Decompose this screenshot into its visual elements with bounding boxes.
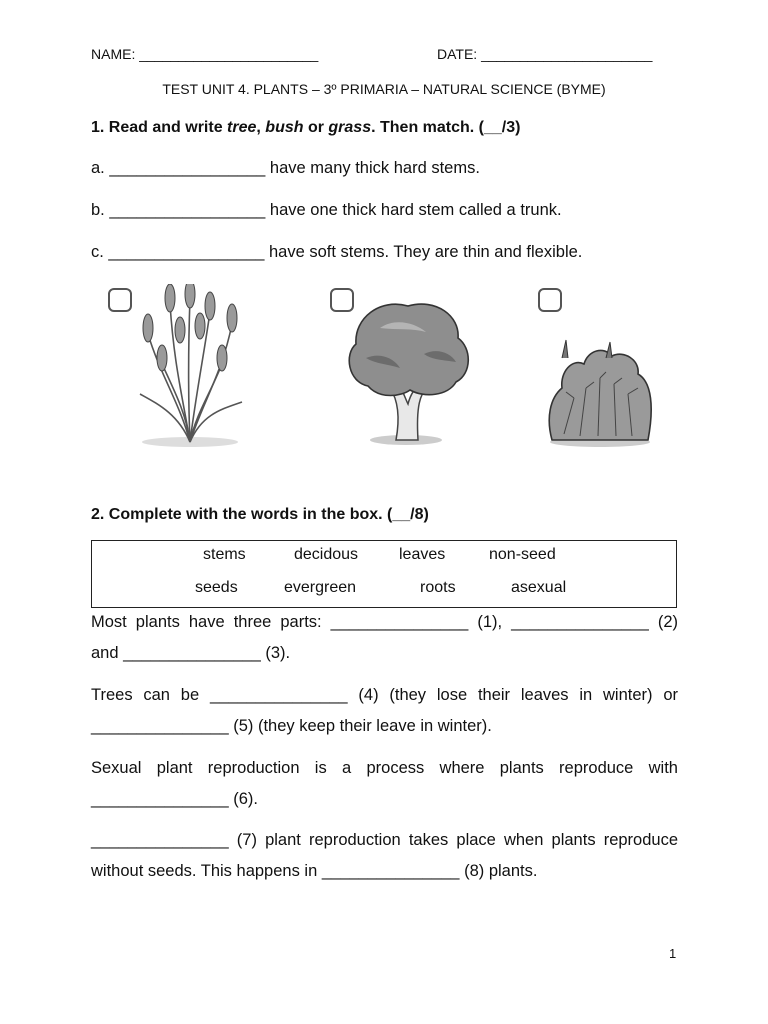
page-title: TEST UNIT 4. PLANTS – 3º PRIMARIA – NATURAL SCIENCE (BYME)	[162, 81, 606, 97]
word-box-item: seeds	[195, 579, 238, 596]
tree-illustration	[340, 288, 476, 448]
word-box	[91, 540, 677, 608]
match-checkbox-bush[interactable]	[538, 288, 562, 312]
q1-word-grass: grass	[328, 119, 372, 136]
word-box-item: non-seed	[489, 546, 556, 563]
q2-paragraph-3[interactable]	[91, 753, 678, 815]
q1-item-b[interactable]: b. _________________ have one thick hard stem called a trunk.	[91, 201, 562, 219]
q2-p4-line-1: _______________ (7) plant reproduction takes place when plants reproduce	[91, 831, 678, 849]
q1-item-c[interactable]: c. _________________ have soft stems. They are thin and flexible.	[91, 243, 583, 261]
q2-paragraph-1[interactable]	[91, 607, 678, 669]
plant-pictures	[100, 282, 680, 460]
q1-separator: ,	[256, 119, 266, 136]
match-checkbox-grass[interactable]	[108, 288, 132, 312]
q1-item-a[interactable]: a. _________________ have many thick hard stems.	[91, 159, 480, 177]
page-number: 1	[669, 946, 677, 961]
q2-p3-line-2: _______________ (6).	[91, 790, 258, 808]
q2-p1-line-1: Most plants have three parts: _______________ (1), _______________ (2)	[91, 613, 678, 631]
word-box-item: evergreen	[284, 579, 357, 596]
grass-illustration	[130, 284, 250, 448]
q2-p1-line-2: and _______________ (3).	[91, 644, 291, 662]
question-1-heading	[91, 119, 520, 137]
question-2-heading: 2. Complete with the words in the box. (__/8)	[91, 506, 429, 523]
q1-separator: or	[303, 119, 329, 136]
date-field[interactable]: DATE: ______________________	[437, 46, 653, 62]
word-box-item: leaves	[399, 546, 446, 563]
q1-word-bush: bush	[265, 119, 304, 136]
word-box-item: roots	[420, 579, 456, 596]
q1-heading-text: 1. Read and write	[91, 119, 228, 136]
word-box-item: asexual	[511, 579, 567, 596]
word-box-item: decidous	[294, 546, 359, 563]
q2-paragraph-4[interactable]	[91, 825, 678, 887]
q2-p3-line-1: Sexual plant reproduction is a process where plants reproduce with	[91, 759, 678, 777]
name-field[interactable]: NAME: _______________________	[91, 46, 319, 62]
q2-p2-line-2: _______________ (5) (they keep their leave in winter).	[91, 717, 492, 735]
q1-word-tree: tree	[227, 119, 257, 136]
q2-p4-line-2: without seeds. This happens in _______________ (8) plants.	[91, 862, 538, 880]
q2-paragraph-2[interactable]	[91, 680, 678, 742]
q2-p2-line-1: Trees can be _______________ (4) (they lose their leaves in winter) or	[91, 686, 678, 704]
bush-illustration	[544, 338, 656, 450]
word-box-item: stems	[203, 546, 246, 563]
q1-heading-score: . Then match. (__/3)	[371, 119, 521, 136]
